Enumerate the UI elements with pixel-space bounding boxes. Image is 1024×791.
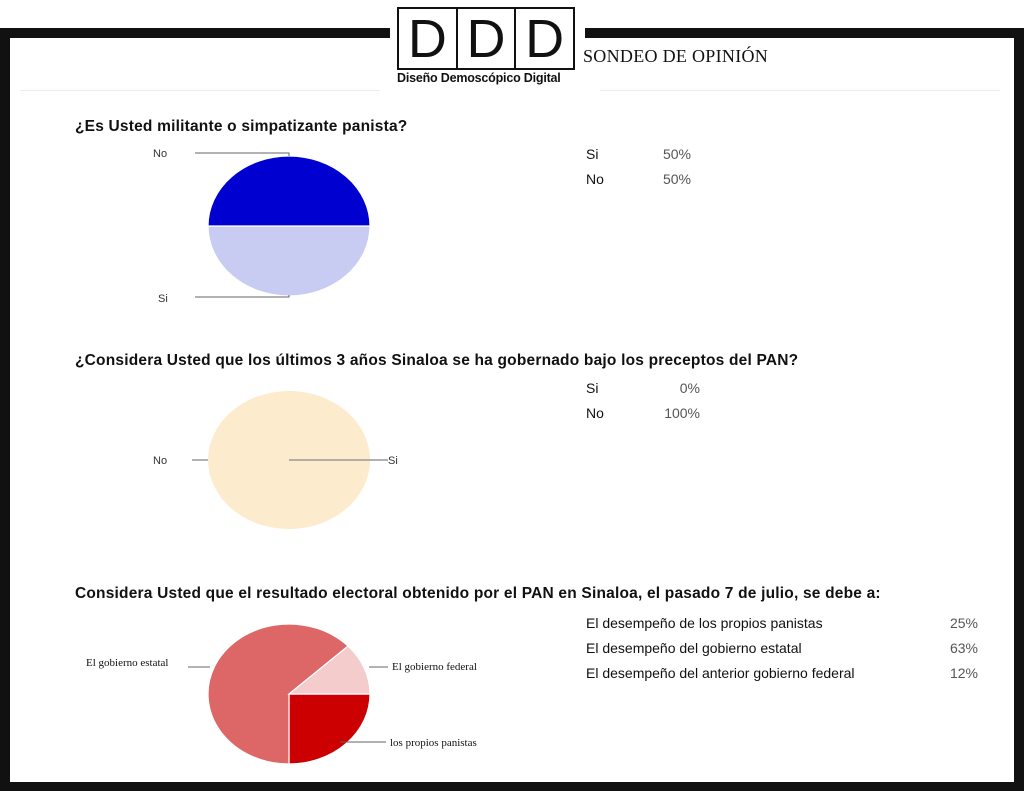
slice-label: No bbox=[153, 455, 168, 467]
pie-slice-no bbox=[208, 226, 370, 296]
result-percent: 25% bbox=[949, 615, 978, 631]
results-table-3 bbox=[586, 615, 986, 690]
result-label: El desempeño del anterior gobierno federal bbox=[586, 665, 855, 681]
slice-label: El gobierno federal bbox=[392, 661, 477, 673]
result-percent: 63% bbox=[949, 640, 978, 656]
result-percent: 0% bbox=[679, 380, 700, 396]
results-table-1 bbox=[586, 146, 726, 196]
result-percent: 12% bbox=[949, 665, 978, 681]
logo-letter: D bbox=[514, 9, 573, 68]
slice-label: Si bbox=[388, 455, 398, 467]
pie-slice-si bbox=[208, 156, 370, 226]
logo-letter: D bbox=[456, 9, 515, 68]
divider bbox=[20, 90, 380, 91]
logo-letter: D bbox=[407, 8, 447, 69]
question-2-title: ¿Considera Usted que los últimos 3 años Sinaloa se ha gobernado bajo los preceptos del PAN? bbox=[75, 352, 799, 369]
result-percent: 50% bbox=[662, 146, 691, 162]
result-percent: 50% bbox=[662, 171, 691, 187]
pie-chart-1 bbox=[140, 140, 440, 310]
result-label: Si bbox=[586, 146, 599, 162]
slice-label: los propios panistas bbox=[390, 737, 477, 749]
result-percent: 100% bbox=[664, 405, 700, 421]
result-label: El desempeño de los propios panistas bbox=[586, 615, 823, 631]
slice-label: Si bbox=[158, 293, 168, 305]
divider bbox=[600, 90, 1000, 91]
result-label: No bbox=[586, 405, 604, 421]
question-3-title: Considera Usted que el resultado electoral obtenido por el PAN en Sinaloa, el pasado 7 de julio, se debe a: bbox=[75, 585, 881, 602]
leader-line bbox=[195, 153, 289, 156]
ddd-logo bbox=[397, 7, 573, 89]
pie-chart-3 bbox=[80, 615, 520, 775]
result-label: Si bbox=[586, 380, 599, 396]
logo-subtitle: Diseño Demoscópico Digital bbox=[397, 71, 561, 85]
results-table-2 bbox=[586, 380, 726, 430]
page-title: SONDEO DE OPINIÓN bbox=[583, 46, 769, 66]
logo-box bbox=[397, 7, 575, 70]
result-label: No bbox=[586, 171, 604, 187]
pie-chart-2 bbox=[140, 382, 440, 542]
slice-label: El gobierno estatal bbox=[86, 657, 169, 669]
question-1-title: ¿Es Usted militante o simpatizante panista? bbox=[75, 118, 408, 135]
slice-label: No bbox=[153, 148, 168, 160]
result-label: El desempeño del gobierno estatal bbox=[586, 640, 802, 656]
pie-slice-los-propios-panistas bbox=[289, 694, 370, 764]
